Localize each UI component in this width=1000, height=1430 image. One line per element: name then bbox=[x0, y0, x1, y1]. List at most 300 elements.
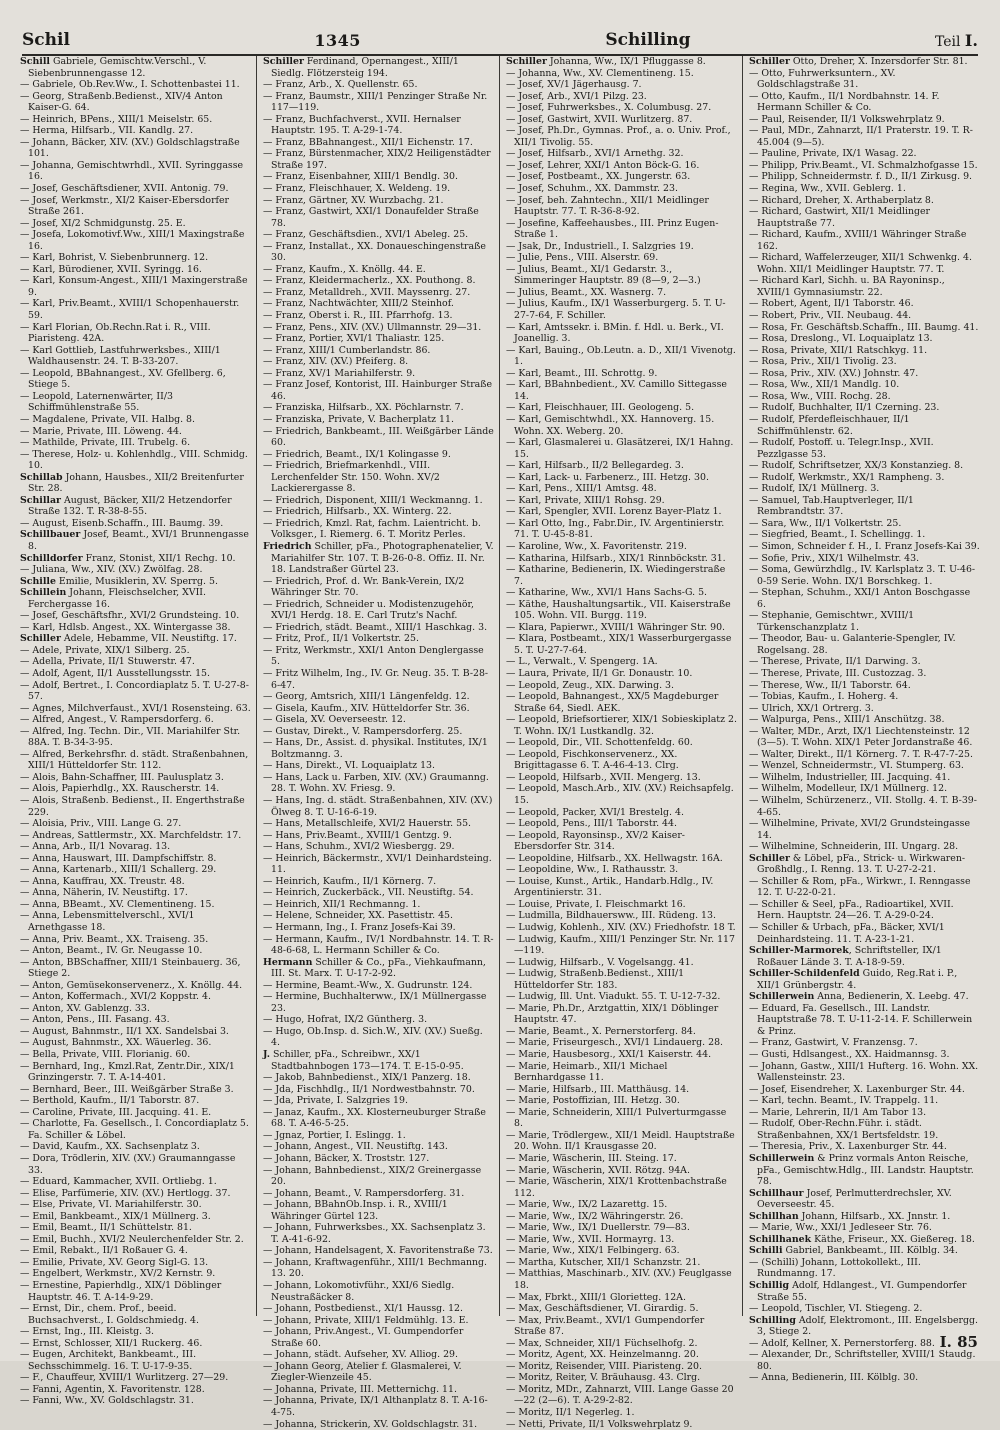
directory-entry: — Karl, Bohrist, V. Siebenbrunnerg. 12. bbox=[20, 252, 209, 264]
column-1 bbox=[14, 56, 257, 1407]
directory-entry: — Anna, Näherin, IV. Neustiftg. 17. bbox=[20, 887, 188, 899]
directory-entry: — Leopold, Dir., VII. Schottenfeldg. 60. bbox=[506, 737, 693, 749]
directory-entry: — Wilhelmine, Schneiderin, III. Ungarg. 28. bbox=[749, 841, 959, 853]
directory-entry: — Anton, Beamt., IV. Gr. Neugasse 10. bbox=[20, 945, 203, 957]
directory-entry: — Anna, Bedienerin, III. Kölblg. 30. bbox=[749, 1372, 919, 1384]
directory-entry: — Josef, Ph.Dr., Gymnas. Prof., a. o. Univ. Prof., XII/1 Tivolig. 55. bbox=[506, 125, 731, 148]
directory-entry: — Franz, Geschäftsdien., XVI/1 Abeleg. 25. bbox=[263, 229, 469, 241]
directory-entry: — Klara, Postbeamt., XIX/1 Wasserburgergasse 5. T. U-27-7-64. bbox=[506, 633, 732, 656]
directory-entry: — Johann, Lokomotivführ., XXI/6 Siedlg. Neustraßäcker 8. bbox=[263, 1279, 455, 1303]
directory-entry: — Johann, Private, XIII/1 Feldmühlg. 13. E. bbox=[263, 1314, 469, 1326]
directory-entry: — Hermann, Kaufm., IV/1 Nordbahnstr. 14. T. R-48-6-68, L. Hermann Schiller & Co. bbox=[263, 933, 494, 957]
directory-entry: Schiller Ferdinand, Opernangest., XIII/1 Siedlg. Flötzersteig 194. bbox=[263, 56, 459, 79]
directory-entry: — Friedrich, Kmzl. Rat, fachm. Laientricht. b. Volksger., I. Riemerg. 6. T. Moritz Perles. bbox=[263, 517, 481, 541]
directory-entry: — Josef, XV/1 Jägerhausg. 7. bbox=[506, 79, 642, 91]
directory-entry: Schiller Johanna, Ww., IX/1 Pfluggasse 8. bbox=[506, 56, 706, 67]
directory-entry: — Jda, Private, I. Salzgries 19. bbox=[263, 1095, 408, 1107]
directory-entry: — Ulrich, XX/1 Ortrerg. 3. bbox=[749, 702, 874, 714]
directory-entry: — Heinrich, Zuckerbäck., VII. Neustiftg. 54. bbox=[263, 887, 474, 899]
directory-entry: — Friedrich, Briefmarkenhdl., VIII. Lerchenfelder Str. 150. Wohn. XV/2 Lackierergasse 8. bbox=[263, 460, 440, 495]
page-header bbox=[22, 16, 978, 56]
directory-entry: — Stephan, Schuhm., XXI/1 Anton Boschgasse 6. bbox=[749, 587, 971, 610]
directory-entry: — Sofie, Priv., XIX/1 Wilhelmstr. 43. bbox=[749, 552, 920, 564]
directory-entry: — Rosa, Ww., XII/1 Mandlg. 10. bbox=[749, 379, 900, 391]
directory-entry: — Leopold, Pens., III/1 Taborstr. 44. bbox=[506, 818, 677, 830]
directory-entry: — Franz, Baumstr., XIII/1 Penzinger Straße Nr. 117—119. bbox=[263, 90, 488, 114]
directory-entry: — Jda, Fischhdlg., II/1 Nordwestbahnstr. 70. bbox=[263, 1083, 475, 1095]
directory-entry: — Marie, Beamt., X. Pernerstorferg. 84. bbox=[506, 1025, 696, 1037]
directory-entry: Hermann Schiller & Co., pFa., Viehkaufmann, III. St. Marx. T. U-17-2-92. bbox=[263, 956, 486, 980]
directory-entry: — Anton, XV. Gablenzg. 33. bbox=[20, 1002, 150, 1014]
directory-entry: — August, Eisenb.Schaffn., III. Baumg. 39. bbox=[20, 517, 224, 529]
directory-entry: — Johann, BBahnOb.Insp. i. R., XVIII/1 Währinger Gürtel 123. bbox=[263, 1199, 448, 1222]
directory-entry: — Else, Private, VI. Mariahilferstr. 30. bbox=[20, 1199, 202, 1211]
directory-entry: — Fanni, Agentin, X. Favoritenstr. 128. bbox=[20, 1383, 205, 1395]
directory-entry: — Marie, Hilfsarb., III. Matthäusg. 14. bbox=[506, 1083, 690, 1095]
directory-entry: — Josef, Lehrer, XXI/1 Anton Böck-G. 16. bbox=[506, 159, 700, 171]
directory-entry: — Anna, Kartenarb., XIII/1 Schallerg. 29. bbox=[20, 864, 217, 876]
directory-entry: — Josef, Hilfsarb., XVI/1 Arnethg. 32. bbox=[506, 148, 684, 160]
directory-entry: — Marie, Trödlergew., XII/1 Meidl. Hauptstraße 20. Wohn. II/1 Krausgasse 20. bbox=[506, 1129, 735, 1153]
directory-entry: — Leopold, Hilfsarb., XVII. Mengerg. 13. bbox=[506, 771, 701, 783]
directory-entry: — Johann, Beamt., V. Rampersdorferg. 31. bbox=[263, 1187, 465, 1199]
directory-entry: — Friedrich, Schneider u. Modistenzugehör, XVI/1 Herdg. 18. E. Carl Trutz's Nachf. bbox=[263, 598, 474, 622]
directory-entry: — Johann, Bäcker, X. Troststr. 127. bbox=[263, 1152, 430, 1164]
directory-entry: — Franz, Buchfachverst., XVII. Hernalser Hauptstr. 195. T. A-29-1-74. bbox=[263, 113, 461, 137]
directory-entry: — Gisela, XV. Oeverseestr. 12. bbox=[263, 714, 406, 726]
directory-entry: — Franz, Eisenbahner, XIII/1 Bendlg. 30. bbox=[263, 171, 458, 183]
directory-entry: — Wilhelm, Modelleur, IX/1 Müllnerg. 12. bbox=[749, 783, 948, 795]
directory-entry: — Hermine, Beamt.-Ww., X. Gudrunstr. 124. bbox=[263, 979, 473, 991]
directory-entry: Schille Emilie, Musiklerin, XV. Sperrg. 5. bbox=[20, 575, 218, 587]
directory-entry: — Gusti, Hdlsangest., XX. Haidmannsg. 3. bbox=[749, 1049, 950, 1061]
directory-entry: — Franz, Metalldreh., XVII. Mayssenrg. 27. bbox=[263, 286, 471, 298]
directory-entry: — Klara, Papierwr., XVIII/1 Währinger Str. 90. bbox=[506, 621, 726, 633]
directory-entry: — Karl, Amtssekr. i. BMin. f. Hdl. u. Berk., VI. Joanellig. 3. bbox=[506, 321, 724, 345]
directory-entry: — Franz, Kleidermacherlz., XX. Pouthong. 8. bbox=[263, 275, 476, 287]
directory-entry: — Franziska, Private, V. Bacherplatz 11. bbox=[263, 413, 454, 425]
directory-entry: — Josef, beh. Zahntechn., XII/1 Meidlinger Hauptstr. 77. T. R-36-8-92. bbox=[506, 194, 709, 218]
column-3 bbox=[500, 56, 743, 1430]
directory-entry: — Josef, Eisendreher, X. Laxenburger Str. 44. bbox=[749, 1083, 965, 1095]
directory-entry: Schill Gabriele, Gemischtw.Verschl., V. Siebenbrunnengasse 12. bbox=[20, 56, 207, 79]
directory-entry: — Marie, Ww., IX/1 Duellerstr. 79—83. bbox=[506, 1222, 690, 1234]
directory-entry: — Alexander, Dr., Schriftsteller, XVIII/1 Staudg. 80. bbox=[749, 1349, 976, 1372]
directory-entry: — Ludwig, Ill. Unt. Viadukt. 55. T. U-12-7-32. bbox=[506, 991, 721, 1003]
directory-entry: — Johann, Angest., VII. Neustiftg. 143. bbox=[263, 1141, 448, 1153]
directory-entry: — Karl, Priv.Beamt., XVIII/1 Schopenhauerstr. 59. bbox=[20, 298, 240, 322]
directory-entry: — Johann, Priv.Angest., VI. Gumpendorfer Straße 60. bbox=[263, 1326, 464, 1349]
directory-entry: — Max, Geschäftsdiener, VI. Girardig. 5. bbox=[506, 1303, 699, 1315]
directory-entry: — Franz, BBahnangest., XII/1 Eichenstr. 17. bbox=[263, 136, 473, 148]
directory-entry: Schillab Johann, Hausbes., XII/2 Breitenfurter Str. 28. bbox=[20, 471, 244, 495]
directory-entry: — Heinrich, XII/1 Rechmanng. 1. bbox=[263, 898, 421, 910]
directory-entry: — Johann, Fuhrwerksbes., XX. Sachsenplatz 3. T. A-41-6-92. bbox=[263, 1222, 486, 1245]
directory-entry: — Richard, Dreher, X. Arthaberplatz 8. bbox=[749, 194, 934, 206]
directory-entry: — Fanni, Ww., XV. Goldschlagstr. 31. bbox=[20, 1395, 194, 1407]
directory-entry: — Matthias, Maschinarb., XIV. (XV.) Feuglgasse 18. bbox=[506, 1268, 732, 1291]
directory-entry: — Jakob, Bahnbedienst., XIX/1 Panzerg. 18. bbox=[263, 1072, 471, 1084]
directory-entry: — Hans, Schuhm., XVI/2 Wiesbergg. 29. bbox=[263, 841, 455, 853]
directory-entry: — Karl, Lack- u. Farbenerz., III. Hetzg. 30. bbox=[506, 471, 709, 483]
directory-entry: — Emilie, Private, XV. Georg Sigl-G. 13. bbox=[20, 1256, 209, 1268]
directory-entry: — Karoline, Ww., X. Favoritenstr. 219. bbox=[506, 540, 687, 552]
directory-entry: — Leopold, Masch.Arb., XIV. (XV.) Reichsapfelg. 15. bbox=[506, 783, 734, 806]
signature-mark: I. 85 bbox=[939, 1333, 978, 1351]
directory-entry: — Therese, Private, III. Custozzag. 3. bbox=[749, 667, 927, 679]
directory-entry: Schillerwein Anna, Bedienerin, X. Leebg. 47. bbox=[749, 991, 969, 1003]
directory-entry: — Marie, Wäscherin, XIX/1 Krottenbachstraße 112. bbox=[506, 1176, 727, 1199]
directory-entry: — Emil, Rebakt., II/1 Roßauer G. 4. bbox=[20, 1245, 188, 1257]
directory-entry: — Anna, Hauswart, III. Dampfschiffstr. 8. bbox=[20, 852, 217, 864]
directory-entry: — Schiller & Rom, pFa., Wirkwr., I. Renngasse 12. T. U-22-0-21. bbox=[749, 875, 971, 899]
directory-entry: — Juliana, Ww., XIV. (XV.) Zwölfag. 28. bbox=[20, 564, 203, 576]
directory-entry: Schilldorfer Franz, Stonist, XII/1 Rechg. 10. bbox=[20, 552, 236, 564]
directory-entry: — Sara, Ww., II/1 Volkertstr. 25. bbox=[749, 517, 902, 529]
directory-entry: — L., Verwalt., V. Spengerg. 1A. bbox=[506, 656, 658, 668]
directory-entry: J. Schiller, pFa., Schreibwr., XX/1 Stadtbahnbogen 173—174. T. E-15-0-95. bbox=[263, 1049, 464, 1072]
directory-entry: — (Schilli) Johann, Lottokollekt., III. Rundmanng. 17. bbox=[749, 1256, 921, 1280]
directory-entry: — Leopoldine, Ww., I. Rathausstr. 3. bbox=[506, 864, 679, 876]
directory-entry: — Marie, Wäscherin, III. Steing. 17. bbox=[506, 1152, 677, 1164]
directory-entry: — Franz, Kaufm., X. Knöllg. 44. E. bbox=[263, 263, 426, 275]
directory-entry: — Johann, Postbedienst., XI/1 Haussg. 12. bbox=[263, 1303, 464, 1315]
directory-entry: — Engelbert, Werkmstr., XV/2 Kernstr. 9. bbox=[20, 1268, 216, 1280]
directory-entry: — Leopold, Tischler, VI. Stiegeng. 2. bbox=[749, 1303, 923, 1315]
directory-entry: — Josef, Postbeamt., XX. Jungerstr. 63. bbox=[506, 171, 691, 183]
directory-entry: — Alois, Bahn-Schaffner, III. Paulusplatz 3. bbox=[20, 771, 224, 783]
directory-entry: — Karl, Glasmalerei u. Glasätzerei, IX/1 Hahng. 15. bbox=[506, 437, 734, 460]
directory-entry: — Theresia, Priv., X. Laxenburger Str. 44. bbox=[749, 1141, 947, 1153]
directory-entry: — Käthe, Haushaltungsartik., VII. Kaiserstraße 105. Wohn. VII. Burgg. 119. bbox=[506, 598, 731, 622]
directory-entry: — Johann Georg, Atelier f. Glasmalerei, V. Ziegler-Wienzeile 45. bbox=[263, 1360, 462, 1384]
directory-entry: — Franz, Gastwirt, V. Franzensg. 7. bbox=[749, 1037, 918, 1049]
directory-entry: — Franz, Nachtwächter, XIII/2 Steinhof. bbox=[263, 298, 454, 310]
directory-entry: — Walter, Direkt., II/1 Körnerg. 7. T. R-47-7-25. bbox=[749, 748, 973, 760]
directory-entry: — Josef, Geschäftsdiener, XVII. Antonig. 79. bbox=[20, 183, 229, 195]
directory-entry: Schilli Gabriel, Bankbeamt., III. Kölblg. 34. bbox=[749, 1245, 958, 1257]
directory-entry: — Regina, Ww., XVII. Geblerg. 1. bbox=[749, 183, 906, 195]
page-number: 1345 bbox=[314, 31, 361, 50]
directory-entry: — Ernestine, Papierhdlg., XIX/1 Döblinger Hauptstr. 46. T. A-14-9-29. bbox=[20, 1279, 222, 1303]
directory-entry: — Rosa, Private, XII/1 Ratschkyg. 11. bbox=[749, 344, 928, 356]
directory-entry: — Ernst, Ing., III. Kleistg. 3. bbox=[20, 1326, 155, 1338]
directory-entry: — F., Chauffeur, XVIII/1 Wurlitzerg. 27—29. bbox=[20, 1372, 229, 1384]
directory-entry: — Friedrich, Bankbeamt., III. Weißgärber Lände 60. bbox=[263, 425, 494, 449]
directory-entry: — Marie, Private, III. Löweng. 44. bbox=[20, 425, 182, 437]
directory-entry: — Marie, Ww., XXI/1 Jedleseer Str. 76. bbox=[749, 1222, 932, 1234]
directory-entry: — Alfred, Berkehrsfhr. d. städt. Straßenbahnen, XIII/1 Hütteldorfer Str. 112. bbox=[20, 748, 249, 772]
directory-entry: Friedrich Schiller, pFa., Photographenatelier, V. Mariahilfer Str. 107. T. B-26-0-8. Offiz. II. Nr. 18. Landstraßer Gürtel 23. bbox=[263, 540, 494, 576]
directory-entry: — Emil, Bankbeamt., XIX/1 Müllnerg. 3. bbox=[20, 1210, 211, 1222]
directory-entry: — Andreas, Sattlermstr., XX. Marchfeldstr. 17. bbox=[20, 829, 242, 841]
directory-entry: — Johanna, Strickerin, XV. Goldschlagstr. 31. bbox=[263, 1418, 478, 1430]
directory-entry: — Karl, BBahnbedient., XV. Camillo Sittegasse 14. bbox=[506, 379, 727, 402]
directory-entry: — Herma, Hilfsarb., VII. Kandlg. 27. bbox=[20, 125, 194, 137]
directory-entry: — Franz, XIII/1 Cumberlandstr. 86. bbox=[263, 344, 431, 356]
directory-entry: — Fritz, Prof., II/1 Volkertstr. 25. bbox=[263, 633, 419, 645]
directory-entry: — Anna, BBeamt., XV. Clementineng. 15. bbox=[20, 898, 215, 910]
directory-entry: — Karl, Gemischtwhdl., XX. Hannoverg. 15. Wohn. XX. Weberg. 20. bbox=[506, 413, 715, 437]
directory-entry: — Marie, Hausbesorg., XXI/1 Kaiserstr. 44. bbox=[506, 1049, 712, 1061]
directory-entry: — Soma, Gewürzhdlg., IV. Karlsplatz 3. T. U-46-0-59 Serie. Wohn. IX/1 Borschkeg. 1. bbox=[749, 564, 976, 587]
directory-entry: — Karl, Bauing., Ob.Leutn. a. D., XII/1 Vivenotg. 1. bbox=[506, 344, 736, 368]
directory-entry: — Marie, Ph.Dr., Arztgattin, XIX/1 Döblinger Hauptstr. 47. bbox=[506, 1002, 719, 1026]
directory-entry: — Leopold, Packer, XVI/1 Brestelg. 4. bbox=[506, 806, 684, 818]
directory-entry: — August, Bahnmstr., II/1 XX. Sandelsbai 3. bbox=[20, 1025, 229, 1037]
directory-entry: Schiller-Schildenfeld Guido, Reg.Rat i. P., XII/1 Grünbergstr. 4. bbox=[749, 968, 958, 991]
directory-entry: — Alfred, Angest., V. Rampersdorferg. 6. bbox=[20, 714, 214, 726]
directory-entry: — Anna, Priv. Beamt., XX. Traiseng. 35. bbox=[20, 933, 209, 945]
directory-entry: — Ludwig, Hilfsarb., V. Vogelsangg. 41. bbox=[506, 956, 694, 968]
directory-entry: — Louise, Kunst., Artik., Handarb.Hdlg., IV. Argentinierstr. 31. bbox=[506, 875, 714, 899]
directory-entry: — Jsak, Dr., Industriell., I. Salzgries 19. bbox=[506, 240, 694, 252]
directory-entry: — Julius, Beamt., XX. Wasnerg. 7. bbox=[506, 286, 667, 298]
directory-entry: — Karl, Konsum-Angest., XIII/1 Maxingerstraße 9. bbox=[20, 275, 248, 298]
directory-entry: — Josef, Werkmstr., XI/2 Kaiser-Ebersdorfer Straße 261. bbox=[20, 194, 230, 218]
directory-entry: — Rosa, Ww., VIII. Rochg. 28. bbox=[749, 390, 891, 402]
directory-entry: — Fritz Wilhelm, Ing., IV. Gr. Neug. 35. T. B-28-6-47. bbox=[263, 667, 489, 691]
directory-entry: — Marie, Ww., XIX/1 Felbingerg. 63. bbox=[506, 1245, 680, 1257]
directory-entry: — Karl, Spengler, XVII. Lorenz Bayer-Platz 1. bbox=[506, 506, 722, 518]
directory-entry: — Marie, Postoffizian, III. Hetzg. 30. bbox=[506, 1095, 680, 1107]
directory-entry: — Josef, Arb., XVI/1 Pilzg. 23. bbox=[506, 90, 647, 102]
directory-entry: — Johanna, Gemischtwrhdl., XVII. Syringgasse 16. bbox=[20, 159, 244, 183]
directory-entry: Schiller-Marmorek, Schriftsteller, IX/1 Roßauer Lände 3. T. A-18-9-59. bbox=[749, 945, 942, 968]
directory-entry: — Leopold, Rayonsinsp., XV/2 Kaiser-Ebersdorfer Str. 314. bbox=[506, 829, 685, 853]
directory-entry: — Karl, Fleischhauer, III. Geologeng. 5. bbox=[506, 402, 695, 414]
directory-entry: Schillein Johann, Fleischselcher, XVII. Ferchergasse 16. bbox=[20, 587, 206, 610]
directory-entry: — Rosa, Dreslong., VI. Loquaiplatz 13. bbox=[749, 333, 933, 345]
directory-entry: — Schiller & Seel, pFa., Radioartikel, XVII. Hern. Hauptstr. 24—26. T. A-29-0-24. bbox=[749, 898, 954, 922]
directory-entry: — Wilhelm, Schürzenerz., VII. Stollg. 4. T. B-39-4-65. bbox=[749, 795, 977, 818]
directory-entry: — Marie, Ww., IX/2 Lazarettg. 15. bbox=[506, 1199, 668, 1211]
directory-entry: — Heinrich, Kaufm., II/1 Körnerg. 7. bbox=[263, 875, 437, 887]
directory-entry: — Karl, Pens., XIII/1 Amtsg. 48. bbox=[506, 483, 657, 495]
directory-entry: — Anton, Gemüsekonservenerz., X. Knöllg. 44. bbox=[20, 979, 243, 991]
directory-entry: — Janaz, Kaufm., XX. Klosterneuburger Straße 68. T. A-46-5-25. bbox=[263, 1106, 486, 1130]
directory-entry: — Karl, Hilfsarb., II/2 Bellegardeg. 3. bbox=[506, 460, 684, 472]
directory-entry: — Paul, MDr., Zahnarzt, II/1 Praterstr. 19. T. R-45.004 (9—5). bbox=[749, 125, 973, 148]
directory-entry: — Richard, Gastwirt, XII/1 Meidlinger Hauptstraße 77. bbox=[749, 206, 931, 229]
directory-entry: — Leopold, Fischkonservenerz., XX. Brigittagasse 6. T. A-46-4-13. Clrg. bbox=[506, 748, 679, 772]
directory-entry: — Berthold, Kaufm., II/1 Taborstr. 87. bbox=[20, 1095, 200, 1107]
directory-entry: — Friedrich, Disponent, XIII/1 Weckmanng. 1. bbox=[263, 494, 483, 506]
directory-entry: — Franz, Fleischhauer, X. Weldeng. 19. bbox=[263, 183, 451, 195]
directory-entry: — Josef, Gastwirt, XVII. Wurlitzerg. 87. bbox=[506, 113, 693, 125]
directory-entry: — Walpurga, Pens., XIII/1 Anschützg. 38. bbox=[749, 714, 945, 726]
directory-entry: — Hans, Metallschleife, XVI/2 Hauerstr. 55. bbox=[263, 818, 472, 830]
directory-entry: — Marie, Heimarb., XII/1 Michael Bernhardgasse 11. bbox=[506, 1060, 668, 1084]
directory-entry: — Adele, Private, XIX/1 Silberg. 25. bbox=[20, 644, 190, 656]
directory-entry: — Gabriele, Ob.Rev.Ww., I. Schottenbastei 11. bbox=[20, 79, 240, 91]
directory-entry: — Marie, Friseurgesch., XVI/1 Lindauerg. 28. bbox=[506, 1037, 724, 1049]
directory-entry: — Franz, Bürstenmacher, XIX/2 Heiligenstädter Straße 197. bbox=[263, 148, 491, 171]
directory-entry: — Johanna, Private, IX/1 Althanplatz 8. T. A-16-4-75. bbox=[263, 1395, 488, 1418]
directory-entry: — Anton, Pens., III. Fasang. 43. bbox=[20, 1014, 170, 1026]
directory-entry: — Leopold, BBahnangest., XV. Gfellberg. 6, Stiege 5. bbox=[20, 367, 226, 391]
directory-entry: — Max, Priv.Beamt., XVI/1 Gumpendorfer Straße 87. bbox=[506, 1314, 705, 1338]
directory-entry: — Paul, Reisender, II/1 Volkswehrplatz 9. bbox=[749, 113, 945, 125]
directory-entry: Schillig Adolf, Hdlangest., VI. Gumpendorfer Straße 55. bbox=[749, 1279, 967, 1303]
directory-entry: — Johanna, Private, III. Metternichg. 11. bbox=[263, 1383, 457, 1395]
directory-entry: — Leopoldine, Hilfsarb., XX. Hellwagstr. 16A. bbox=[506, 852, 723, 864]
directory-entry: — Max, Schneider, XII/1 Füchselhofg. 2. bbox=[506, 1337, 698, 1349]
directory-entry: — Hermine, Buchhalterww., IX/1 Müllnergasse 23. bbox=[263, 991, 487, 1014]
directory-entry: Schillhaur Josef, Perlmutterdrechsler, XV. Oeverseestr. 45. bbox=[749, 1187, 952, 1211]
directory-entry: — Marie, Ww., XVII. Hormayrg. 13. bbox=[506, 1233, 675, 1245]
directory-entry: — Josef, XI/2 Schmidgunstg. 25. E. bbox=[20, 217, 186, 229]
directory-entry: — Franz, Portier, XVI/1 Thaliastr. 125. bbox=[263, 333, 445, 345]
directory-entry: — Franz, Oberst i. R., III. Pfarrhofg. 13. bbox=[263, 310, 453, 322]
volume-number: I. bbox=[964, 31, 978, 50]
directory-entry: — Franz, XIV. (XV.) Pfeiferg. 8. bbox=[263, 356, 409, 368]
right-running-head: Schilling bbox=[605, 30, 691, 50]
directory-entry: — Josef, Geschäftsfhr., XVI/2 Grundsteing. 10. bbox=[20, 610, 240, 622]
directory-entry: — Robert, Priv., VII. Neubaug. 44. bbox=[749, 310, 912, 322]
directory-entry: — Therese, Ww., II/1 Taborstr. 64. bbox=[749, 679, 911, 691]
directory-entry: — Anna, Lebensmittelverschl., XVI/1 Arnethgasse 18. bbox=[20, 910, 195, 934]
directory-entry: — Moritz, Reisender, VIII. Piaristeng. 20. bbox=[506, 1360, 702, 1372]
directory-entry: — Philipp, Schneidermstr. f. D., II/1 Zirkusg. 9. bbox=[749, 171, 973, 183]
directory-entry: — Johann, städt. Aufseher, XV. Alliog. 29. bbox=[263, 1349, 458, 1361]
column-2 bbox=[257, 56, 500, 1430]
directory-entry: — Karl Gottlieb, Lastfuhrwerksbes., XIII/1 Waldhausenstr. 24. T. B-33-207. bbox=[20, 344, 221, 368]
directory-entry: — Alfred, Ing. Techn. Dir., VII. Mariahilfer Str. 88A. T. B-34-3-95. bbox=[20, 725, 241, 749]
directory-entry: — Eduard, Kammacher, XVII. Ortliebg. 1. bbox=[20, 1176, 217, 1188]
directory-entry: — Josefa, Lokomotivf.Ww., XIII/1 Maxingstraße 16. bbox=[20, 229, 245, 252]
directory-entry: — Karl, Beamt., III. Schrottg. 9. bbox=[506, 367, 658, 379]
directory-entry: — Caroline, Private, III. Jacquing. 41. E. bbox=[20, 1106, 212, 1118]
directory-entry: — Ernst, Schlosser, XII/1 Ruckerg. 46. bbox=[20, 1337, 203, 1349]
directory-entry: — Franz Josef, Kontorist, III. Hainburger Straße 46. bbox=[263, 379, 493, 402]
directory-entry: — Moritz, Reiter, V. Bräuhausg. 43. Clrg. bbox=[506, 1372, 701, 1384]
directory-entry: — Marie, Wäscherin, XVII. Rötzg. 94A. bbox=[506, 1164, 690, 1176]
directory-entry: — Josef, Schuhm., XX. Dammstr. 23. bbox=[506, 183, 678, 195]
directory-entry: — Alois, Straßenb. Bedienst., II. Engerthstraße 229. bbox=[20, 795, 245, 818]
directory-entry: — Aloisia, Priv., VIII. Lange G. 27. bbox=[20, 818, 182, 830]
directory-entry: — Rudolf, Ober-Rechn.Führ. i. städt. Straßenbahnen, XX/1 Bertsfeldstr. 19. bbox=[749, 1118, 939, 1141]
directory-entry: — Anton, Koffermach., XVI/2 Koppstr. 4. bbox=[20, 991, 211, 1003]
directory-entry: — Johann, Bahnbedienst., XIX/2 Greinergasse 20. bbox=[263, 1164, 482, 1188]
directory-entry: — Max, Fbrkt., XIII/1 Glorietteg. 12A. bbox=[506, 1291, 686, 1303]
directory-entry: — Simon, Schneider f. H., I. Franz Josefs-Kai 39. bbox=[749, 540, 980, 552]
directory-entry: — Friedrich, Hilfsarb., XX. Winterg. 22. bbox=[263, 506, 452, 518]
directory-entry: Schillhanek Käthe, Friseur., XX. Gießereg. 18. bbox=[749, 1233, 975, 1245]
directory-entry: — Ludwig, Kaufm., XIII/1 Penzinger Str. Nr. 117—119. bbox=[506, 933, 735, 957]
directory-entry: — Heinrich, Bäckermstr., XVI/1 Deinhardsteing. 11. bbox=[263, 852, 492, 876]
directory-entry: — Georg, Amtsrich, XIII/1 Längenfeldg. 12. bbox=[263, 691, 470, 703]
directory-entry: — Marie, Schneiderin, XIII/1 Pulverturmgasse 8. bbox=[506, 1106, 727, 1130]
directory-entry: — Therese, Holz- u. Kohlenhdlg., VIII. Schmidg. 10. bbox=[20, 448, 248, 472]
directory-entry: — Hans, Direkt., VI. Loquaiplatz 13. bbox=[263, 760, 435, 772]
directory-entry: — Rosa, Fr. Geschäftsb.Schaffn., III. Baumg. 41. bbox=[749, 321, 979, 333]
directory-entry: — Heinrich, BPens., XIII/1 Meiselstr. 65. bbox=[20, 113, 213, 125]
directory-entry: — Laura, Private, II/1 Gr. Donaustr. 10. bbox=[506, 667, 693, 679]
directory-entry: — Franz, Pens., XIV. (XV.) Ullmannstr. 29—31. bbox=[263, 321, 482, 333]
directory-entry: — Anna, Arb., II/1 Novarag. 13. bbox=[20, 841, 171, 853]
directory-entry: — Alois, Papierhdlg., XX. Rauscherstr. 14. bbox=[20, 783, 220, 795]
directory-entry: — Leopold, Laternenwärter, II/3 Schiffmühlenstraße 55. bbox=[20, 390, 173, 414]
directory-entry: Schiller Otto, Dreher, X. Inzersdorfer Str. 81. bbox=[749, 56, 968, 67]
directory-entry: — Marie, Lehrerin, II/1 Am Tabor 13. bbox=[749, 1106, 927, 1118]
directory-entry: — Karl, Private, XIII/1 Rohsg. 29. bbox=[506, 494, 665, 506]
directory-entry: — Mathilde, Private, III. Trubelg. 6. bbox=[20, 437, 191, 449]
directory-entry: — Charlotte, Fa. Gesellsch., I. Concordiaplatz 5. Fa. Schiller & Löbel. bbox=[20, 1118, 249, 1141]
directory-entry: — Wilhelmine, Private, XVI/2 Grundsteingasse 14. bbox=[749, 818, 971, 841]
directory-entry: — Adolf, Kellner, X. Pernerstorferg. 88. bbox=[749, 1337, 935, 1349]
directory-entry: — Eduard, Fa. Gesellsch., III. Landstr. Hauptstraße 78. T. U-11-2-14. F. Schillerwein & Prinz. bbox=[749, 1002, 973, 1037]
directory-entry: — Magdalene, Private, VII. Halbg. 8. bbox=[20, 413, 195, 425]
directory-entry: — Ludwig, Straßenb.Bedienst., XIII/1 Hütteldorfer Str. 183. bbox=[506, 968, 685, 991]
directory-entry: — Siegfried, Beamt., I. Schellingg. 1. bbox=[749, 529, 926, 541]
directory-entry: — Dora, Trödlerin, XIV. (XV.) Graumanngasse 33. bbox=[20, 1152, 236, 1176]
directory-entry: — Friedrich, städt. Beamt., XIII/1 Haschkag. 3. bbox=[263, 621, 488, 633]
directory-entry: — Karl, Bürodiener, XVII. Syringg. 16. bbox=[20, 263, 202, 275]
directory-entry: — Josefine, Kaffeehausbes., III. Prinz Eugen-Straße 1. bbox=[506, 217, 719, 241]
directory-entry: — Pauline, Private, IX/1 Wasag. 22. bbox=[749, 148, 917, 160]
directory-entry: — Eugen, Architekt, Bankbeamt., III. Sechsschimmelg. 16. T. U-17-9-35. bbox=[20, 1349, 197, 1372]
directory-entry: — Philipp, Priv.Beamt., VI. Schmalzhofgasse 15. bbox=[749, 159, 978, 171]
directory-entry: — Therese, Private, II/1 Darwing. 3. bbox=[749, 656, 921, 668]
directory-entry: — Anna, Kauffrau, XX. Treustr. 48. bbox=[20, 875, 185, 887]
directory-entry: — Anton, BBSchaffner, XIII/1 Steinbauerg. 36, Stiege 2. bbox=[20, 956, 241, 980]
directory-entry: — Ludwig, Kohlenh., XIV. (XV.) Friedhofstr. 18 T. bbox=[506, 922, 736, 934]
directory-entry: — Bernhard, Beer., III. Weißgärber Straße 3. bbox=[20, 1083, 234, 1095]
directory-entry: — Emil, Beamt., II/1 Schüttelstr. 81. bbox=[20, 1222, 192, 1234]
directory-entry: — Franz, Gastwirt, XXI/1 Donaufelder Straße 78. bbox=[263, 206, 479, 229]
directory-entry: — Karl Florian, Ob.Rechn.Rat i. R., VIII. Piaristeng. 42A. bbox=[20, 321, 211, 345]
directory-entry: — Franz, Gärtner, XV. Wurzbachg. 21. bbox=[263, 194, 444, 206]
directory-entry: — Rudolf, IX/1 Müllnerg. 3. bbox=[749, 483, 880, 495]
directory-entry: — Hans, Priv.Beamt., XVIII/1 Gentzg. 9. bbox=[263, 829, 452, 841]
directory-entry: — Emil, Buchh., XVI/2 Neulerchenfelder Str. 2. bbox=[20, 1233, 244, 1245]
directory-entry: Schillbauer Josef, Beamt., XVI/1 Brunnengasse 8. bbox=[20, 529, 249, 552]
directory-entry: — Richard Karl, Sichh. u. BA Rayoninsp., XVIII/1 Gymnasiumstr. 22. bbox=[749, 275, 945, 298]
directory-entry: — Julius, Kaufm., IX/1 Wasserburgerg. 5. T. U-27-7-64, F. Schiller. bbox=[506, 298, 726, 322]
directory-entry: — Rudolf, Pferdefleischhauer, II/1 Schiffmühlenstr. 62. bbox=[749, 413, 910, 437]
directory-entry: — Georg, Straßenb.Bedienst., XIV/4 Anton Kaiser-G. 64. bbox=[20, 90, 223, 114]
directory-entry: — Stephanie, Gemischtwr., XVIII/1 Türkenschanzplatz 1. bbox=[749, 610, 915, 633]
directory-entry: — Leopold, Bahnangest., XX/5 Magdeburger Straße 64, Siedl. AEK. bbox=[506, 691, 719, 714]
directory-entry: — David, Kaufm., XX. Sachsenplatz 3. bbox=[20, 1141, 200, 1153]
directory-entry: — Jgnaz, Portier, I. Eslingg. 1. bbox=[263, 1129, 406, 1141]
directory-entry: — Franz, Arb., X. Quellenstr. 65. bbox=[263, 79, 418, 91]
directory-entry: — Louise, Private, I. Fleischmarkt 16. bbox=[506, 898, 686, 910]
directory-entry: — Tobias, Kaufm., I. Hoherg. 4. bbox=[749, 691, 899, 703]
directory-entry: — Adolf, Bertret., I. Concordiaplatz 5. T. U-27-8-57. bbox=[20, 679, 249, 703]
directory-entry: — Hans, Lack u. Farben, XIV. (XV.) Graumanng. 28. T. Wohn. XV. Friesg. 9. bbox=[263, 771, 489, 795]
directory-entry: — Walter, MDr., Arzt, IX/1 Liechtensteinstr. 12 (3—5). T. Wohn. XIX/1 Peter Jordanstraße 46. bbox=[749, 725, 973, 749]
directory-entry: — Elise, Parfümerie, XIV. (XV.) Hertlogg. 37. bbox=[20, 1187, 231, 1199]
volume-label bbox=[935, 31, 978, 50]
directory-entry: — Karl Otto, Ing., Fabr.Dir., IV. Argentinierstr. 71. T. U-45-8-81. bbox=[506, 517, 725, 541]
directory-entry: — Moritz, MDr., Zahnarzt, VIII. Lange Gasse 20—22 (2—6). T. A-29-2-82. bbox=[506, 1383, 734, 1407]
directory-entry: — Gisela, Kaufm., XIV. Hütteldorfer Str. 36. bbox=[263, 702, 470, 714]
directory-entry: — Katharina, Hilfsarb., XIX/1 Rinnböckstr. 31. bbox=[506, 552, 726, 564]
directory-entry: — Martha, Kutscher, XII/1 Schanzstr. 21. bbox=[506, 1256, 701, 1268]
directory-entry: — Franziska, Hilfsarb., XX. Pöchlarnstr. 7. bbox=[263, 402, 464, 414]
volume-label-text: Teil bbox=[934, 34, 961, 50]
directory-entry: — Adolf, Agent, II/1 Ausstellungsstr. 15. bbox=[20, 667, 210, 679]
directory-entry: — Helene, Schneider, XX. Pasettistr. 45. bbox=[263, 910, 453, 922]
directory-entry: — Marie, Ww., IX/2 Währingerstr. 26. bbox=[506, 1210, 684, 1222]
directory-entry: Schillerwein & Prinz vormals Anton Reische, pFa., Gemischtw.Hdlg., III. Landstr. Hauptstr. 78. bbox=[749, 1152, 974, 1188]
directory-entry: — Johann, Handelsagent, X. Favoritenstraße 73. bbox=[263, 1245, 493, 1257]
directory-entry: — Leopold, Briefsortierer, XIX/1 Sobieskiplatz 2. T. Wohn. IX/1 Lustkandlg. 32. bbox=[506, 714, 737, 737]
directory-entry: — Rudolf, Buchhalter, II/1 Czerning. 23. bbox=[749, 402, 940, 414]
directory-entry: — Ludmilla, Bildhauersww., III. Rüdeng. 13. bbox=[506, 910, 716, 922]
